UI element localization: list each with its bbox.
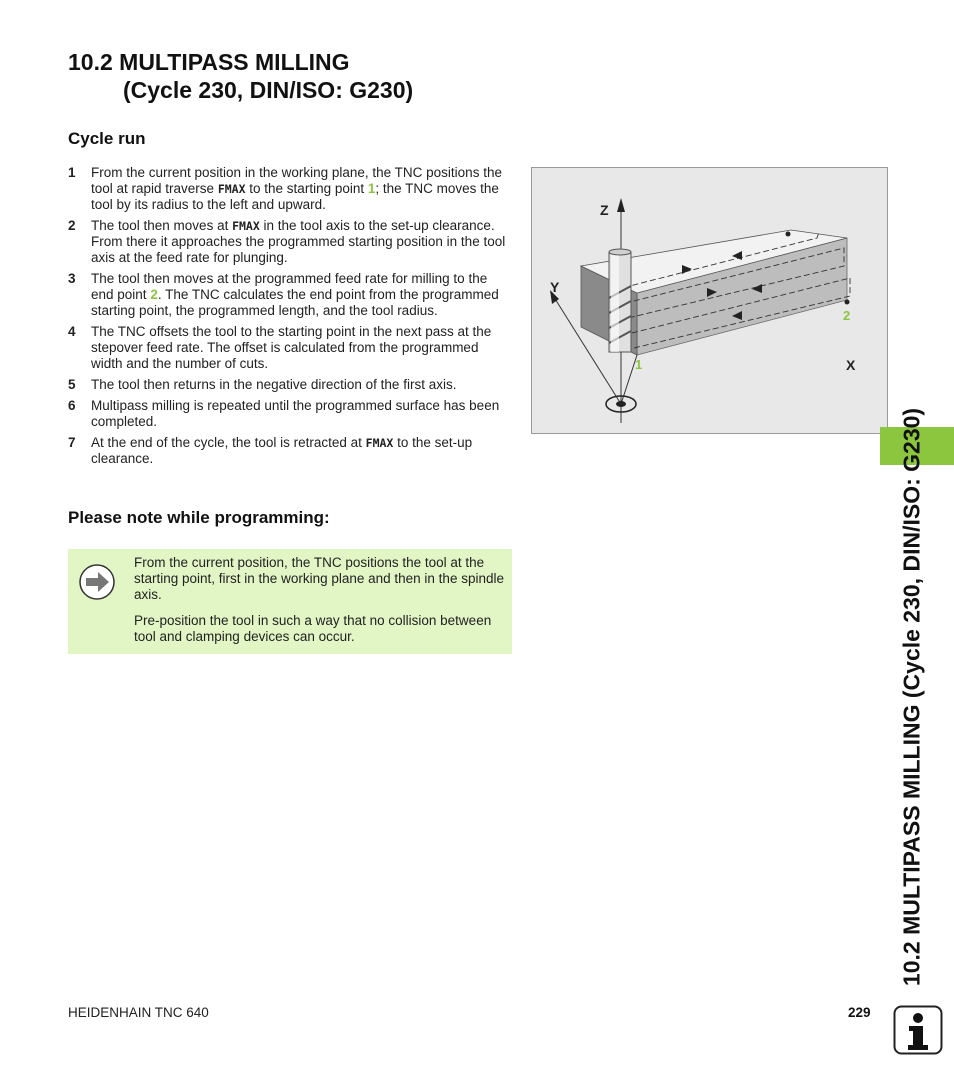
- note-heading: Please note while programming:: [68, 508, 330, 527]
- side-tab-title: 10.2 MULTIPASS MILLING (Cycle 230, DIN/ISO: G230): [898, 407, 925, 987]
- cycle-steps-list: [68, 165, 512, 472]
- code-fmax: FMAX: [232, 219, 260, 233]
- code-fmax: FMAX: [217, 182, 246, 196]
- step-text: to the set-up clearance.: [91, 435, 473, 466]
- point-ref-1: 1: [367, 181, 376, 196]
- step-item: [68, 165, 512, 213]
- multipass-milling-figure: [531, 167, 888, 434]
- step-text: ; the TNC moves the tool by its radius to the left and upward.: [91, 181, 499, 212]
- code-fmax: FMAX: [365, 436, 394, 450]
- end-dot: [845, 300, 850, 305]
- step-text: At the end of the cycle, the tool is retracted at: [91, 435, 366, 450]
- step-item: [68, 271, 512, 319]
- origin-dot: [616, 401, 626, 407]
- step-item: [68, 435, 512, 467]
- step-text: . The TNC calculates the end point from the programmed starting point, the programmed length, and the tool radius.: [91, 287, 499, 318]
- step-text: Multipass milling is repeated until the programmed surface has been completed.: [91, 398, 500, 429]
- page-number: 229: [848, 1005, 871, 1020]
- arrow-right-circle-icon: [78, 563, 116, 601]
- cycle-run-heading: Cycle run: [68, 129, 146, 148]
- step-text: The tool then moves at: [91, 218, 233, 233]
- milling-diagram: [532, 168, 887, 433]
- step-number: 6: [68, 398, 76, 413]
- step-text: From the current position in the working plane, the TNC positions the tool at rapid traverse: [91, 165, 502, 196]
- step-text: The tool then returns in the negative direction of the first axis.: [91, 377, 457, 392]
- page-title-line1: 10.2 MULTIPASS MILLING: [68, 49, 350, 75]
- step-number: 5: [68, 377, 76, 392]
- note-paragraph-2: Pre-position the tool in such a way that no collision between tool and clamping devices can occur.: [134, 613, 492, 644]
- note-text: [134, 555, 504, 655]
- milling-tool: [609, 249, 631, 352]
- step-number: 7: [68, 435, 76, 450]
- page-title: [68, 48, 413, 104]
- z-axis-arrow: [617, 198, 625, 212]
- page-title-line2: (Cycle 230, DIN/ISO: G230): [123, 77, 414, 103]
- step-item: [68, 218, 512, 266]
- step-text: in the tool axis to the set-up clearance. From there it approaches the programmed starting position in the tool axis at the feed rate for plunging.: [91, 218, 506, 265]
- step-number: 4: [68, 324, 76, 339]
- axis-label-x: X: [846, 357, 856, 373]
- step-number: 3: [68, 271, 76, 286]
- step-item: [68, 377, 512, 393]
- note-box: [68, 549, 512, 654]
- step-text: The tool then moves at the programmed feed rate for milling to the end point: [91, 271, 488, 302]
- note-paragraph-1: From the current position, the TNC positions the tool at the starting point, first in the working plane and then in the spindle axis.: [134, 555, 504, 602]
- step-item: [68, 324, 512, 372]
- footer-product: HEIDENHAIN TNC 640: [68, 1005, 209, 1020]
- axis-label-y: Y: [550, 279, 560, 295]
- step-item: [68, 398, 512, 430]
- axis-label-z: Z: [600, 202, 609, 218]
- point-ref-2: 2: [150, 287, 158, 302]
- step-number: 2: [68, 218, 76, 233]
- point-label-2: 2: [843, 308, 851, 323]
- start-dot: [786, 232, 791, 237]
- point-label-1: 1: [635, 357, 643, 372]
- step-number: 1: [68, 165, 76, 180]
- info-icon: [893, 1005, 943, 1055]
- step-text: to the starting point: [245, 181, 368, 196]
- step-text: The TNC offsets the tool to the starting point in the next pass at the stepover feed rate. The offset is calculated from the programmed width and the number of cuts.: [91, 324, 492, 371]
